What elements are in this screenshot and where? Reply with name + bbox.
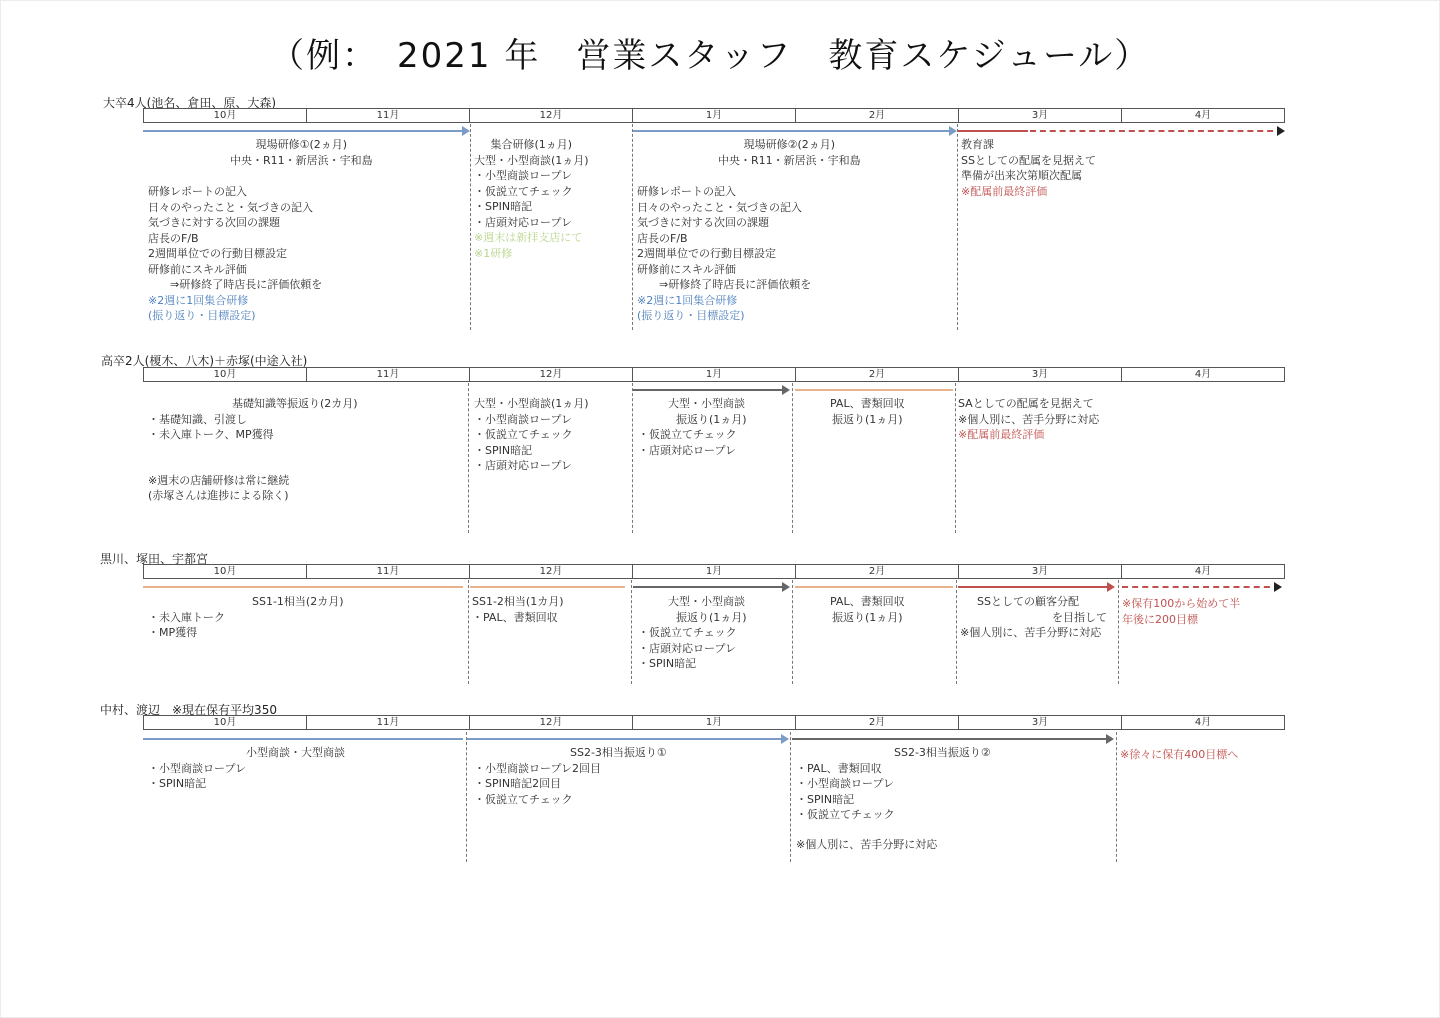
divider-line <box>1118 580 1119 684</box>
schedule-block <box>718 137 861 168</box>
block-line: ・SPIN暗記2回目 <box>474 777 562 790</box>
schedule-block <box>960 594 1107 641</box>
divider-line <box>631 580 632 684</box>
block-line: ※個人別に、苦手分野に対応 <box>958 412 1100 426</box>
block-line: ・SPIN暗記 <box>474 443 533 457</box>
block-line: 振返り(1ヵ月) <box>832 412 903 426</box>
block-line: ・基礎知識、引渡し <box>148 412 247 426</box>
block-line: ・仮説立てチェック <box>474 184 573 198</box>
schedule-block <box>148 745 345 792</box>
schedule-block <box>638 594 747 672</box>
block-line: ※配属前最終評価 <box>961 184 1048 198</box>
block-line: ・小型商談ロープレ <box>474 412 573 426</box>
period-arrow <box>792 738 1112 740</box>
month-bar <box>143 108 1285 123</box>
divider-line <box>792 580 793 684</box>
block-line: 2週間単位での行動目標設定 <box>637 247 776 260</box>
block-line: ・仮説立てチェック <box>796 808 895 821</box>
block-line: ・店頭対応ロープレ <box>638 443 737 457</box>
block-line: ※保有100から始めて半 <box>1122 597 1241 610</box>
period-arrow <box>958 130 1028 132</box>
block-line: 大型・小型商談(1ヵ月) <box>474 397 589 410</box>
divider-line <box>468 383 469 533</box>
block-line: ・PAL、書類回収 <box>472 610 558 624</box>
block-line: (振り返り・目標設定) <box>148 309 256 322</box>
month-cell: 4月 <box>1194 110 1212 121</box>
month-cell: 11月 <box>307 716 470 729</box>
period-arrow <box>143 130 468 132</box>
divider-line <box>468 580 469 684</box>
block-line: ・PAL、書類回収 <box>796 761 882 775</box>
group-label: 中村、渡辺 ※現在保有平均350 <box>100 703 277 717</box>
month-cell: 3月 <box>959 368 1122 381</box>
month-cell: 2月 <box>796 109 959 122</box>
block-line: 店長のF/B <box>148 231 199 245</box>
period-arrow <box>1122 586 1280 588</box>
block-line: (赤塚さんは進捗による除く) <box>148 489 289 502</box>
divider-line <box>956 580 957 684</box>
block-line: 現場研修①(2ヵ月) <box>255 138 348 151</box>
block-line: (振り返り・目標設定) <box>637 309 745 322</box>
period-arrow <box>633 130 955 132</box>
schedule-block <box>796 745 991 852</box>
divider-line <box>790 732 791 862</box>
block-line: 振返り(1ヵ月) <box>676 412 747 426</box>
group-label: 高卒2人(榎木、八木)＋赤塚(中途入社) <box>101 354 308 368</box>
schedule-block <box>638 396 747 458</box>
block-line: 教育課 <box>961 138 994 151</box>
month-bar <box>143 715 1285 730</box>
month-cell: 3月 <box>959 716 1122 729</box>
block-line: ※2週に1回集合研修 <box>148 293 249 307</box>
month-cell: 3月 <box>959 565 1122 578</box>
block-line: ・仮説立てチェック <box>474 428 573 441</box>
period-arrow <box>633 586 788 588</box>
block-line: 気づきに対する次回の課題 <box>637 216 769 229</box>
page-title: （例： 2021 年 営業スタッフ 教育スケジュール） <box>270 36 1151 76</box>
month-cell: 12月 <box>470 109 633 122</box>
block-line: ※週末の店舗研修は常に継続 <box>148 473 290 487</box>
block-line: 大型・小型商談 <box>668 595 745 608</box>
period-arrow <box>633 389 788 391</box>
month-cell: 12月 <box>470 565 633 578</box>
block-line: 中央・R11・新居浜・宇和島 <box>230 153 373 167</box>
month-cell: 2月 <box>796 368 959 381</box>
block-line: 気づきに対する次回の課題 <box>148 216 280 229</box>
block-line: ⇒研修終了時店長に評価依頼を <box>148 278 323 291</box>
period-arrow <box>470 586 625 588</box>
month-cell: 4月 <box>1194 566 1212 577</box>
schedule-block <box>474 137 589 261</box>
block-line: 振返り(1ヵ月) <box>676 610 747 624</box>
divider-line <box>466 732 467 862</box>
block-line: SS1-2相当(1カ月) <box>472 595 564 608</box>
block-line: ※個人別に、苦手分野に対応 <box>960 626 1102 639</box>
block-line: ※1研修 <box>474 246 513 260</box>
block-line: ・店頭対応ロープレ <box>474 215 573 229</box>
block-line: ・店頭対応ロープレ <box>638 641 737 655</box>
month-cell: 11月 <box>307 109 470 122</box>
block-line: SS2-3相当振返り① <box>570 746 667 759</box>
block-line: 2週間単位での行動目標設定 <box>148 247 287 260</box>
block-line: SS2-3相当振返り② <box>894 746 991 759</box>
block-line: ・仮説立てチェック <box>474 792 573 806</box>
schedule-block <box>1122 596 1240 627</box>
month-bar <box>143 564 1285 579</box>
month-cell: 12月 <box>470 716 633 729</box>
schedule-block <box>148 594 344 641</box>
block-line: 準備が出来次第順次配属 <box>961 169 1082 182</box>
block-line: ・仮説立てチェック <box>638 428 737 441</box>
schedule-block <box>472 594 564 625</box>
block-line: ・小型商談ロープレ <box>474 169 573 182</box>
block-line: ・未入庫トーク <box>148 610 225 624</box>
month-cell: 10月 <box>144 109 307 122</box>
period-arrow <box>795 389 953 391</box>
block-line: ・SPIN暗記 <box>796 792 855 806</box>
month-cell: 1月 <box>633 368 796 381</box>
block-line: ・仮説立てチェック <box>638 626 737 639</box>
block-line: ⇒研修終了時店長に評価依頼を <box>637 278 812 291</box>
divider-line <box>792 383 793 533</box>
block-line: ※2週に1回集合研修 <box>637 293 738 307</box>
month-cell: 3月 <box>959 109 1122 122</box>
month-cell: 1月 <box>633 716 796 729</box>
block-line: ・SPIN暗記 <box>474 200 533 213</box>
month-cell: 12月 <box>470 368 633 381</box>
month-cell: 4月 <box>1194 369 1212 380</box>
block-line: ・SPIN暗記 <box>638 657 697 670</box>
block-line: ※個人別に、苦手分野に対応 <box>796 837 938 851</box>
block-line: 研修前にスキル評価 <box>637 262 736 276</box>
schedule-block <box>148 396 358 504</box>
block-line: ・小型商談ロープレ2回目 <box>474 761 602 775</box>
divider-line <box>470 124 471 330</box>
block-line: 年後に200目標 <box>1122 612 1198 626</box>
period-arrow <box>1030 130 1283 132</box>
block-line: 中央・R11・新居浜・宇和島 <box>718 153 861 167</box>
block-line: 日々のやったこと・気づきの記入 <box>637 200 802 214</box>
month-bar <box>143 367 1285 382</box>
block-line: 大型・小型商談 <box>668 397 745 410</box>
block-line: ※配属前最終評価 <box>958 428 1045 441</box>
block-line: ・SPIN暗記 <box>148 777 207 790</box>
schedule-block <box>830 396 905 427</box>
month-cell: 4月 <box>1194 717 1212 728</box>
block-line: ・小型商談ロープレ <box>148 761 247 775</box>
block-line: SS1-1相当(2カ月) <box>252 595 344 608</box>
schedule-block <box>961 137 1096 199</box>
divider-line <box>1116 732 1117 862</box>
block-line: 現場研修②(2ヵ月) <box>743 138 836 151</box>
period-arrow <box>958 586 1113 588</box>
month-cell: 1月 <box>633 109 796 122</box>
schedule-block <box>637 184 811 324</box>
block-line: 大型・小型商談(1ヵ月) <box>474 153 589 167</box>
block-line: 振返り(1ヵ月) <box>832 610 903 624</box>
month-cell: 11月 <box>307 565 470 578</box>
block-line: 集合研修(1ヵ月) <box>490 138 573 151</box>
month-cell: 10月 <box>144 368 307 381</box>
period-arrow <box>467 738 787 740</box>
month-cell: 10月 <box>144 716 307 729</box>
group-label: 大卒4人(池名、倉田、原、大森) <box>103 96 276 110</box>
schedule-block <box>474 396 589 474</box>
divider-line <box>632 383 633 533</box>
block-line: を目指して <box>1052 610 1107 624</box>
block-line: PAL、書類回収 <box>830 397 905 410</box>
schedule-block <box>148 184 322 324</box>
month-cell: 2月 <box>796 716 959 729</box>
block-line: SSとしての配属を見据えて <box>961 153 1096 167</box>
block-line: ・店頭対応ロープレ <box>474 459 573 472</box>
block-line: SAとしての配属を見据えて <box>958 397 1094 410</box>
month-cell: 11月 <box>307 368 470 381</box>
divider-line <box>955 383 956 533</box>
schedule-block <box>830 594 905 625</box>
schedule-block <box>958 396 1099 443</box>
block-line: 研修前にスキル評価 <box>148 262 247 276</box>
block-line: 研修レポートの記入 <box>148 185 247 198</box>
block-line: 店長のF/B <box>637 231 688 245</box>
block-line: ※週末は新拝支店にて <box>474 231 583 244</box>
period-arrow <box>143 586 463 588</box>
schedule-block <box>474 745 667 807</box>
divider-line <box>957 124 958 330</box>
block-line: ・MP獲得 <box>148 626 198 639</box>
month-cell: 1月 <box>633 565 796 578</box>
period-arrow <box>795 586 953 588</box>
group-label: 黒川、塚田、宇都宮 <box>100 552 209 566</box>
month-cell: 10月 <box>144 565 307 578</box>
block-line: ※徐々に保有400目標へ <box>1120 748 1239 761</box>
schedule-block <box>230 137 373 168</box>
month-cell: 2月 <box>796 565 959 578</box>
block-line: PAL、書類回収 <box>830 595 905 608</box>
block-line: 日々のやったこと・気づきの記入 <box>148 200 313 214</box>
block-line: ・小型商談ロープレ <box>796 777 895 790</box>
block-line: 小型商談・大型商談 <box>246 746 345 759</box>
schedule-block <box>1120 747 1238 763</box>
block-line: SSとしての顧客分配 <box>977 595 1079 608</box>
divider-line <box>632 124 633 330</box>
block-line: 基礎知識等振返り(2カ月) <box>232 397 358 410</box>
block-line: 研修レポートの記入 <box>637 185 736 198</box>
period-arrow <box>143 738 463 740</box>
block-line: ・未入庫トーク、MP獲得 <box>148 428 274 441</box>
